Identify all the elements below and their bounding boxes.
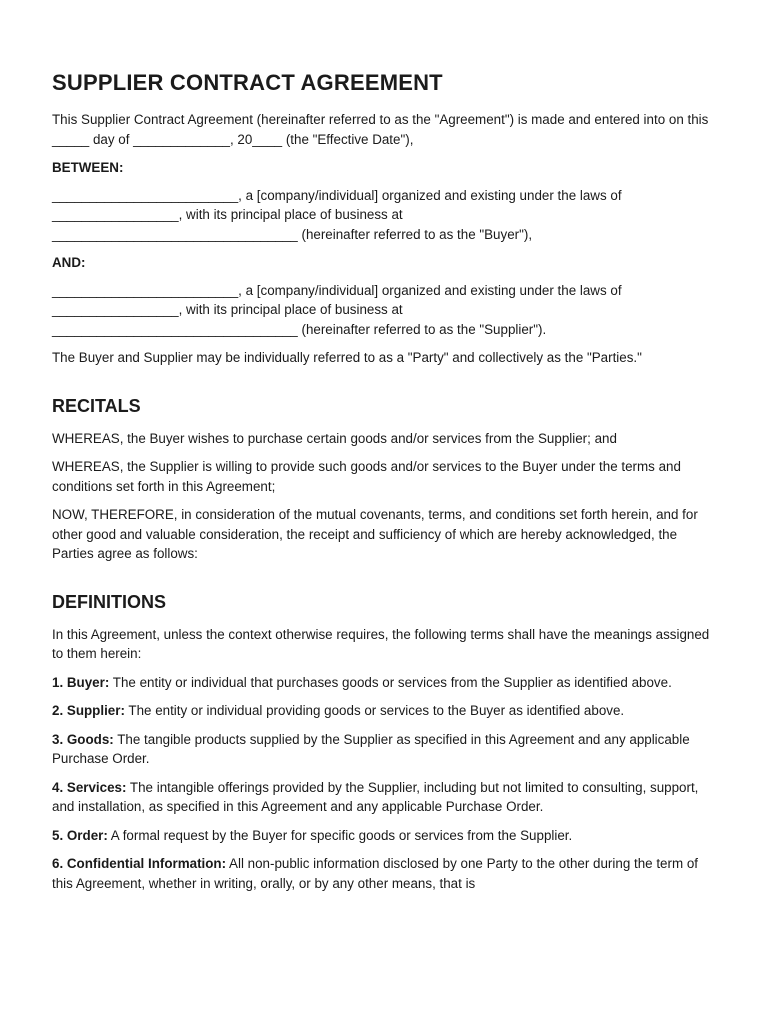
buyer-party-line: _________________, with its principal place of business at [52,207,403,222]
definition-text: The tangible products supplied by the Supplier as specified in this Agreement and any applicable Purchase Order. [52,731,690,766]
recital-paragraph: WHEREAS, the Supplier is willing to provide such goods and/or services to the Buyer under the terms and conditions set forth in this Agreement; [52,459,681,494]
between-label: BETWEEN: [52,160,124,175]
definition-item [52,854,722,893]
buyer-party-line: _________________________________ (hereinafter referred to as the "Buyer"), [52,226,533,242]
intro-paragraph: This Supplier Contract Agreement (hereinafter referred to as the "Agreement") is made and entered into on this _____ day of _____________, 20____ (the "Effective Date"), [52,112,709,147]
definition-term: 3. Goods: [52,731,114,747]
definition-term: 1. Buyer: [52,674,110,690]
buyer-party-line: _________________________, a [company/individual] organized and existing under the laws of [52,187,622,203]
definition-item [52,778,722,817]
definitions-intro: In this Agreement, unless the context otherwise requires, the following terms shall have the meanings assigned to them herein: [52,626,710,661]
definition-text: A formal request by the Buyer for specific goods or services from the Supplier. [107,827,573,843]
supplier-party-block [52,281,722,340]
definition-text: The entity or individual providing goods or services to the Buyer as identified above. [124,703,625,718]
definitions-heading: DEFINITIONS [52,591,167,612]
definition-text: The entity or individual that purchases goods or services from the Supplier as identified above. [109,674,672,690]
supplier-party-line: _________________________, a [company/individual] organized and existing under the laws of [52,282,622,298]
and-label: AND: [52,255,86,270]
definition-item [52,826,722,846]
recitals-heading: RECITALS [52,395,141,416]
definition-item [52,730,722,769]
recital-paragraph: NOW, THEREFORE, in consideration of the mutual covenants, terms, and conditions set forth herein, and for other good and valuable consideration, the receipt and sufficiency of which are hereby acknowledged, the Parties agree as follows: [52,507,698,561]
definition-term: 2. Supplier: [52,703,125,718]
definition-term: 4. Services: [52,779,127,795]
definition-term: 6. Confidential Information: [52,856,227,871]
parties-note: The Buyer and Supplier may be individually referred to as a "Party" and collectively as the "Parties." [52,350,642,365]
definition-item [52,701,722,721]
definition-text: The intangible offerings provided by the Supplier, including but not limited to consulting, support, and installation, as specified in this Agreement and any applicable Purchase Order. [52,779,699,814]
recital-paragraph: WHEREAS, the Buyer wishes to purchase certain goods and/or services from the Supplier; and [52,430,617,446]
definition-text: All non-public information disclosed by one Party to the other during the term of this Agreement, whether in writing, orally, or by any other means, that is [52,856,698,891]
supplier-party-line: _________________, with its principal place of business at [52,302,403,317]
document-page [52,70,722,902]
definition-item [52,673,722,693]
supplier-party-line: _________________________________ (hereinafter referred to as the "Supplier"). [52,321,547,337]
document-title: SUPPLIER CONTRACT AGREEMENT [52,70,443,95]
definition-term: 5. Order: [52,827,108,843]
buyer-party-block [52,186,722,245]
